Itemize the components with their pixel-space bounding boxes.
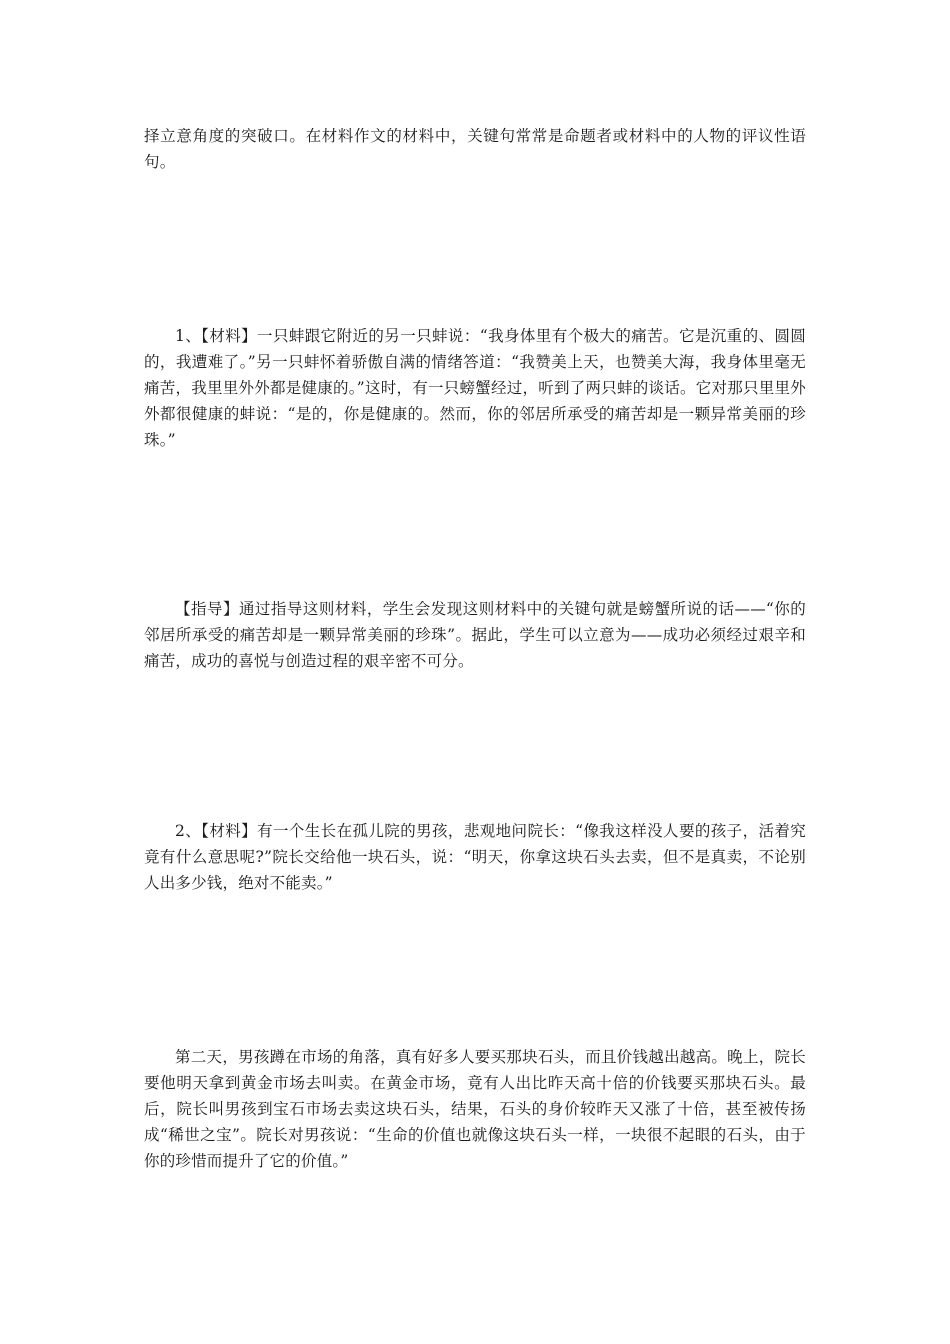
paragraph-material-2-continued: 第二天，男孩蹲在市场的角落，真有好多人要买那块石头，而且价钱越出越高。晚上，院长要他明天拿到黄金市场去叫卖。在黄金市场，竟有人出比昨天高十倍的价钱要买那块石头。最后，院长叫男孩到宝石市场去卖这块石头，结果，石头的身价较昨天又涨了十倍，甚至被传扬成“稀世之宝”。院长对男孩说：“生命的价值也就像这块石头一样，一块很不起眼的石头，由于你的珍惜而提升了它的价值。”	[144, 1048, 806, 1170]
paragraph-material-1: 1、【材料】一只蚌跟它附近的另一只蚌说：“我身体里有个极大的痛苦。它是沉重的、圆圆的，我遭难了。”另一只蚌怀着骄傲自满的情绪答道：“我赞美上天，也赞美大海，我身体里毫无痛苦，我里里外外都是健康的。”这时，有一只螃蟹经过，听到了两只蚌的谈话。它对那只里里外外都很健康的蚌说：“是的，你是健康的。然而，你的邻居所承受的痛苦却是一颗异常美丽的珍珠。”	[144, 327, 806, 449]
paragraph-intro-continuation: 择立意角度的突破口。在材料作文的材料中，关键句常常是命题者或材料中的人物的评议性语句。	[144, 127, 806, 171]
paragraph-material-2: 2、【材料】有一个生长在孤儿院的男孩，悲观地问院长：“像我这样没人要的孩子，活着究竟有什么意思呢?”院长交给他一块石头，说：“明天，你拿这块石头去卖，但不是真卖，不论别人出多少钱，绝对不能卖。”	[144, 822, 806, 892]
paragraph-guidance: 【指导】通过指导这则材料，学生会发现这则材料中的关键句就是螃蟹所说的话——“你的邻居所承受的痛苦却是一颗异常美丽的珍珠”。据此，学生可以立意为——成功必须经过艰辛和痛苦，成功的喜悦与创造过程的艰辛密不可分。	[144, 600, 806, 670]
